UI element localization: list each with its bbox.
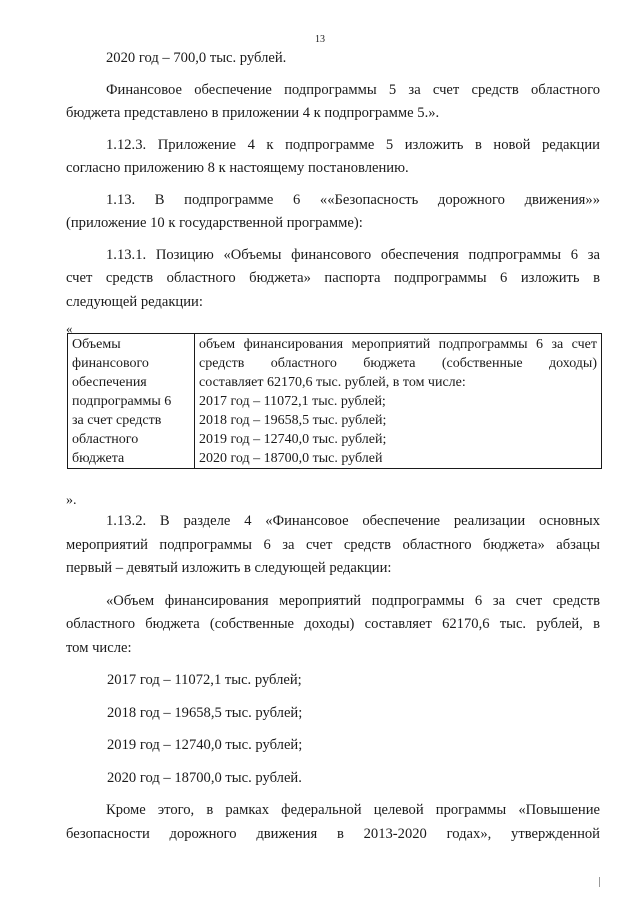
paragraph-line: безопасности дорожного движения в 2013-2020 годах», утвержденной [66, 825, 600, 842]
label-line: за счет средств [72, 413, 162, 428]
label-line: областного [72, 432, 139, 447]
year-line: 2020 год – 18700,0 тыс. рублей. [107, 769, 302, 786]
paragraph-line: первый – девятый изложить в следующей редакции: [66, 560, 392, 576]
value-line: объем финансирования мероприятий подпрограммы 6 за счет [199, 337, 597, 352]
quote-close-mark: ». [66, 493, 77, 508]
label-line: обеспечения [72, 375, 147, 390]
paragraph-line: 1.13. В подпрограмме 6 ««Безопасность дорожного движения»» [106, 191, 600, 208]
scan-edge-mark [599, 877, 600, 887]
label-line: Объемы [72, 337, 121, 352]
year-line: 2018 год – 19658,5 тыс. рублей; [107, 704, 303, 721]
paragraph-line: 1.13.2. В разделе 4 «Финансовое обеспечение реализации основных [106, 513, 600, 529]
passport-table [67, 333, 602, 469]
page-number: 13 [315, 34, 325, 45]
paragraph-line: бюджета представлено в приложении 4 к подпрограмме 5.». [66, 105, 440, 121]
value-line: составляет 62170,6 тыс. рублей, в том числе: [199, 375, 466, 390]
top-text-block [66, 47, 600, 314]
year-line: 2017 год – 11072,1 тыс. рублей; [107, 672, 302, 688]
value-line: 2018 год – 19658,5 тыс. рублей; [199, 413, 387, 428]
paragraph-line: «Объем финансирования мероприятий подпрограммы 6 за счет средств [106, 592, 600, 609]
label-cell [68, 334, 195, 469]
value-line: 2020 год – 18700,0 тыс. рублей [199, 451, 383, 466]
paragraph-line: 1.12.3. Приложение 4 к подпрограмме 5 изложить в новой редакции [106, 136, 600, 153]
value-line: средств областного бюджета (собственные доходы) [199, 356, 597, 371]
paragraph-line: счет средств областного бюджета» паспорта подпрограммы 6 изложить в [66, 270, 600, 286]
paragraph-line: мероприятий подпрограммы 6 за счет средств областного бюджета» абзацы [66, 536, 600, 553]
bottom-text-block [66, 510, 600, 846]
paragraph-line: том числе: [66, 639, 132, 656]
label-line: подпрограммы 6 [72, 394, 172, 409]
text-line: 2020 год – 700,0 тыс. рублей. [106, 50, 287, 66]
paragraph-line: следующей редакции: [66, 293, 203, 310]
label-line: финансового [72, 356, 149, 371]
table-row [68, 334, 602, 469]
paragraph-line: областного бюджета (собственные доходы) составляет 62170,6 тыс. рублей, в [66, 616, 600, 632]
paragraph-line: 1.13.1. Позицию «Объемы финансового обеспечения подпрограммы 6 за [106, 246, 600, 263]
year-line: 2019 год – 12740,0 тыс. рублей; [107, 737, 303, 753]
quote-open-mark: « [66, 321, 73, 336]
value-line: 2017 год – 11072,1 тыс. рублей; [199, 394, 386, 409]
label-line: бюджета [72, 451, 125, 466]
paragraph-line: согласно приложению 8 к настоящему постановлению. [66, 160, 409, 176]
value-line: 2019 год – 12740,0 тыс. рублей; [199, 432, 387, 447]
paragraph-line: Финансовое обеспечение подпрограммы 5 за счет средств областного [106, 81, 600, 98]
paragraph-line: (приложение 10 к государственной программе): [66, 215, 363, 231]
paragraph-line: Кроме этого, в рамках федеральной целевой программы «Повышение [106, 802, 600, 818]
value-cell [195, 334, 602, 469]
